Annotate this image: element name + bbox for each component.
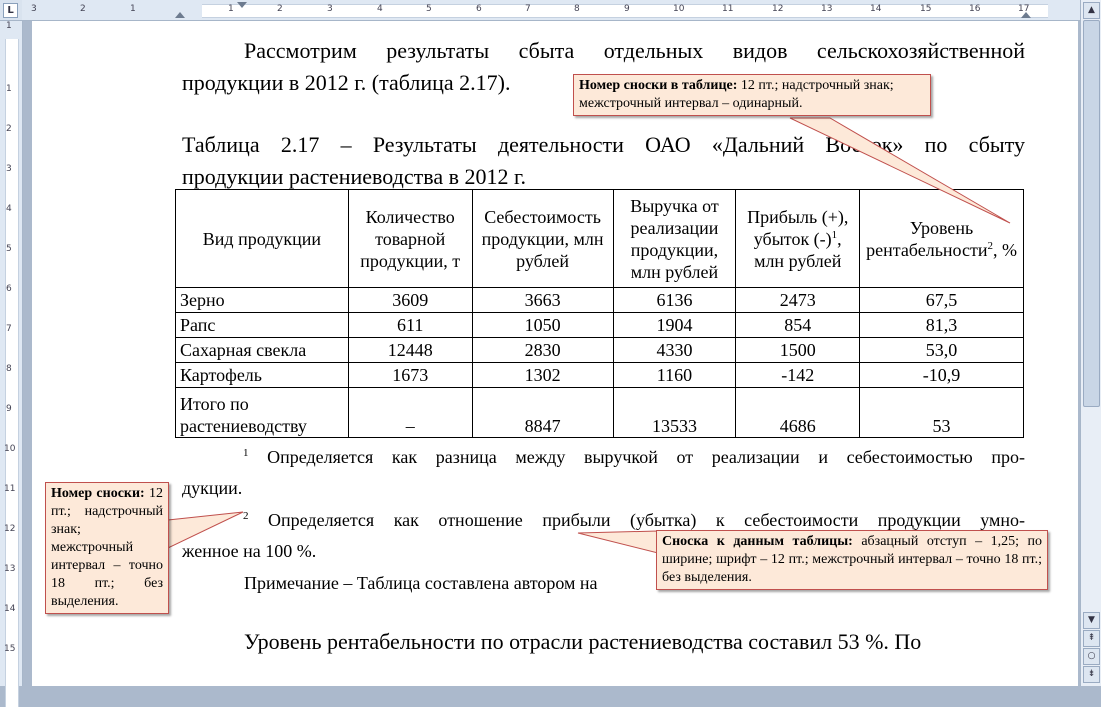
browse-object-icon[interactable]: ○ <box>1083 648 1100 665</box>
ruler-number: 15 <box>920 4 932 14</box>
ruler-number: 15 <box>4 644 16 654</box>
footnote-number: 2 <box>243 510 249 522</box>
ruler-number: 3 <box>327 4 333 14</box>
footnote-ref-2: 2 <box>987 239 993 252</box>
ruler-number: 6 <box>6 284 12 294</box>
ruler-number: 7 <box>525 4 531 14</box>
table-cell[interactable]: 53,0 <box>860 338 1024 363</box>
table-cell[interactable]: 2830 <box>472 338 613 363</box>
ruler-number: 10 <box>4 444 16 454</box>
header-cell[interactable]: Количество товарной продукции, т <box>348 190 472 288</box>
ruler-number: 1 <box>6 84 12 94</box>
table-cell[interactable]: 13533 <box>613 388 736 438</box>
callout-title: Сноска к данным таблицы: <box>662 534 853 549</box>
right-callout-pointer <box>578 531 658 553</box>
ruler-number: 13 <box>4 564 16 574</box>
table-cell[interactable]: Картофель <box>176 363 349 388</box>
table-cell[interactable]: 1673 <box>348 363 472 388</box>
table-note[interactable]: Примечание – Таблица составлена автором на <box>244 573 598 593</box>
ruler-number: 5 <box>6 244 12 254</box>
ruler-number: 3 <box>31 4 37 14</box>
header-text: , млн рублей <box>754 228 842 271</box>
callout-footnote-number[interactable] <box>45 482 169 614</box>
scroll-down-arrow-icon[interactable]: ▼ <box>1083 612 1100 629</box>
table-caption-line2[interactable]: продукции растениеводства в 2012 г. <box>182 164 527 189</box>
previous-page-icon[interactable]: ⇞ <box>1083 630 1100 647</box>
header-cell[interactable]: Себестоимость продукции, млн рублей <box>472 190 613 288</box>
table-cell[interactable]: Зерно <box>176 288 349 313</box>
table-cell[interactable]: 3663 <box>472 288 613 313</box>
ruler-number: 16 <box>969 4 981 14</box>
scroll-up-arrow-icon[interactable]: ▲ <box>1083 2 1100 19</box>
table-cell[interactable]: Итого по растениеводству <box>176 388 349 438</box>
callout-table-footnote-style[interactable] <box>656 530 1048 590</box>
ruler-number: 2 <box>80 4 86 14</box>
paragraph-intro-line2[interactable]: продукции в 2012 г. (таблица 2.17). <box>182 70 511 95</box>
table-cell[interactable]: 53 <box>860 388 1024 438</box>
table-cell[interactable]: 1160 <box>613 363 736 388</box>
table-cell[interactable]: 1904 <box>613 313 736 338</box>
ruler-number: 12 <box>772 4 784 14</box>
footnote-number: 1 <box>243 447 249 459</box>
table-cell[interactable]: 67,5 <box>860 288 1024 313</box>
ruler-number: 11 <box>722 4 734 14</box>
ruler-number: 10 <box>673 4 685 14</box>
callout-title: Номер сноски в таблице: <box>579 78 738 93</box>
table-cell[interactable]: Сахарная свекла <box>176 338 349 363</box>
table-cell[interactable]: 611 <box>348 313 472 338</box>
ruler-number: 2 <box>277 4 283 14</box>
header-cell[interactable]: Выручка от реализации продукции, млн рублей <box>613 190 736 288</box>
ruler-number: 7 <box>6 324 12 334</box>
header-text: Прибыль (+), убыток (-) <box>747 206 849 249</box>
ruler-number: 4 <box>6 204 12 214</box>
ruler-number: 8 <box>6 364 12 374</box>
table-cell[interactable]: Рапс <box>176 313 349 338</box>
paragraph-profitability[interactable]: Уровень рентабельности по отрасли растениеводства составил 53 %. По <box>244 629 922 654</box>
table-cell[interactable]: – <box>348 388 472 438</box>
ruler-number: 5 <box>426 4 432 14</box>
table-cell[interactable]: 1302 <box>472 363 613 388</box>
footnote-text: Определяется как разница между выручкой от реализации и себестоимостью про- <box>267 447 1026 467</box>
footnote-2-line2[interactable]: женное на 100 %. <box>182 541 317 561</box>
table-cell[interactable]: 1050 <box>472 313 613 338</box>
ruler-number: 11 <box>4 484 16 494</box>
table-cell[interactable]: 1500 <box>736 338 860 363</box>
table-cell[interactable]: 4330 <box>613 338 736 363</box>
ruler-number: 8 <box>574 4 580 14</box>
callout-title: Номер сноски: <box>51 486 145 501</box>
table-cell[interactable]: 12448 <box>348 338 472 363</box>
ruler-number: 14 <box>4 604 16 614</box>
ruler-number: 17 <box>1018 4 1030 14</box>
top-callout-pointer <box>790 118 1010 223</box>
left-callout-pointer <box>168 512 243 548</box>
table-cell[interactable]: 2473 <box>736 288 860 313</box>
paragraph-intro-line1[interactable]: Рассмотрим результаты сбыта отдельных видов сельскохозяйственной <box>244 38 1025 63</box>
table-cell[interactable]: 81,3 <box>860 313 1024 338</box>
header-cell[interactable]: Вид продукции <box>176 190 349 288</box>
ruler-number: 12 <box>4 524 16 534</box>
table-cell[interactable]: -10,9 <box>860 363 1024 388</box>
ruler-number: 1 <box>6 21 12 31</box>
ruler-number: 1 <box>228 4 234 14</box>
ruler-number: 4 <box>377 4 383 14</box>
table-caption-line1[interactable]: Таблица 2.17 – Результаты деятельности ОАО «Дальний Восток» по сбыту <box>182 132 1025 157</box>
ruler-number: 6 <box>476 4 482 14</box>
ruler-number: 3 <box>6 164 12 174</box>
ruler-number: 9 <box>6 404 12 414</box>
footnote-ref-1: 1 <box>831 228 838 241</box>
table-cell[interactable]: 854 <box>736 313 860 338</box>
header-text: , % <box>992 239 1017 260</box>
table-cell[interactable]: 6136 <box>613 288 736 313</box>
table-cell[interactable]: 3609 <box>348 288 472 313</box>
ruler-number: 14 <box>870 4 882 14</box>
table-cell[interactable]: -142 <box>736 363 860 388</box>
ruler-number: 1 <box>130 4 136 14</box>
footnote-text: Определяется как отношение прибыли (убытка) к себестоимости продукции умно- <box>268 510 1026 530</box>
header-text: Уровень рентабельности <box>866 217 988 260</box>
ruler-number: 13 <box>821 4 833 14</box>
callout-table-footnote-number[interactable] <box>573 74 931 116</box>
next-page-icon[interactable]: ⇟ <box>1083 666 1100 683</box>
table-cell[interactable]: 8847 <box>472 388 613 438</box>
footnote-1-line2[interactable]: дукции. <box>182 478 243 498</box>
callout-text: 12 пт.; надстрочный знак; межстрочный интервал – точно 18 пт.; без выделения. <box>51 486 164 609</box>
tab-selector-button[interactable]: L <box>3 3 18 18</box>
table-cell[interactable]: 4686 <box>736 388 860 438</box>
callout-text: 12 пт.; надстрочный знак; межстрочный интервал – одинарный. <box>579 78 894 111</box>
ruler-number: 9 <box>624 4 630 14</box>
ruler-number: 2 <box>6 124 12 134</box>
callout-text: абзацный отступ – 1,25; по ширине; шрифт – 12 пт.; межстрочный интервал – точно 18 пт.; без выделения. <box>662 534 1042 585</box>
